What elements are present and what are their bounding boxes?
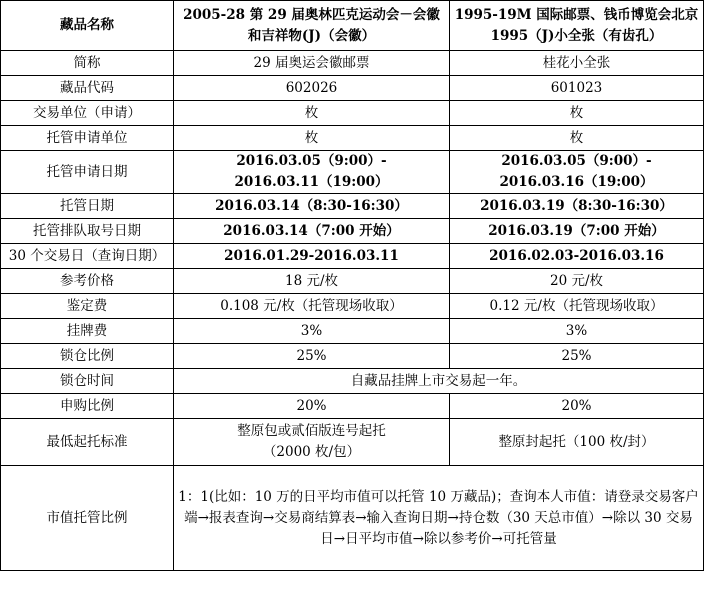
row-value-2: 2016.03.19（7:00 开始） [450,219,704,244]
row-label: 市值托管比例 [1,466,174,571]
row-value-2: 3% [450,319,704,344]
row-label: 锁仓比例 [1,344,174,369]
row-value-1: 18 元/枚 [174,269,450,294]
row-value-1: 枚 [174,101,450,126]
row-label: 托管申请日期 [1,151,174,194]
row-value-2: 0.12 元/枚（托管现场收取） [450,294,704,319]
header-row [1,1,704,51]
row-label: 申购比例 [1,394,174,419]
row-value-1: 3% [174,319,450,344]
table-row [1,51,704,76]
table-row [1,244,704,269]
table-row [1,466,704,571]
row-label: 托管日期 [1,194,174,219]
row-value-2: 2016.02.03-2016.03.16 [450,244,704,269]
row-value-1: 2016.03.14（8:30-16:30） [174,194,450,219]
row-label: 托管申请单位 [1,126,174,151]
row-value-1 [174,419,450,466]
table-row [1,319,704,344]
date-range-start: 2016.03.05（9:00）- [501,153,652,169]
table-row [1,151,704,194]
row-label: 挂牌费 [1,319,174,344]
row-value-1: 2016.01.29-2016.03.11 [174,244,450,269]
row-label: 鉴定费 [1,294,174,319]
table-row [1,219,704,244]
row-value-2: 枚 [450,126,704,151]
row-value-2: 20% [450,394,704,419]
minimum-standard-line2: （2000 枚/包） [262,444,361,460]
row-value-2 [450,151,704,194]
row-value-merged: 自藏品挂牌上市交易起一年。 [174,369,704,394]
header-item-2: 1995-19M 国际邮票、钱币博览会北京 1995（J)小全张（有齿孔） [450,1,704,51]
row-value-1 [174,151,450,194]
table-row [1,369,704,394]
date-range-start: 2016.03.05（9:00）- [236,153,387,169]
header-item-1: 2005-28 第 29 届奥林匹克运动会－会徽和吉祥物(J)（会徽） [174,1,450,51]
row-value-2: 2016.03.19（8:30-16:30） [450,194,704,219]
row-label: 参考价格 [1,269,174,294]
table-row [1,294,704,319]
minimum-standard-line1: 整原包或贰佰版连号起托 [237,423,386,439]
table-row [1,394,704,419]
date-range-end: 2016.03.11（19:00） [234,174,389,190]
market-value-notes: 1：1(比如：10 万的日平均市值可以托管 10 万藏品)；查询本人市值：请登录交易客户端→报表查询→交易商结算表→输入查询日期→持仓数（30 天总市值）→除以 30 交易日→日平均市值→除以参考价→可托管量 [174,466,704,571]
header-label: 藏品名称 [1,1,174,51]
row-value-2: 枚 [450,101,704,126]
row-value-2: 601023 [450,76,704,101]
row-label: 最低起托标准 [1,419,174,466]
row-value-1: 25% [174,344,450,369]
row-label: 交易单位（申请） [1,101,174,126]
row-label: 托管排队取号日期 [1,219,174,244]
row-label: 30 个交易日（查询日期） [1,244,174,269]
date-range-end: 2016.03.16（19:00） [499,174,654,190]
row-value-1: 2016.03.14（7:00 开始） [174,219,450,244]
row-value-1: 602026 [174,76,450,101]
table-row [1,344,704,369]
row-value-2: 20 元/枚 [450,269,704,294]
table-row [1,101,704,126]
row-value-1: 20% [174,394,450,419]
table-row [1,126,704,151]
row-value-1: 29 届奥运会徽邮票 [174,51,450,76]
row-value-1: 枚 [174,126,450,151]
row-value-2: 桂花小全张 [450,51,704,76]
row-label: 锁仓时间 [1,369,174,394]
row-value-2: 25% [450,344,704,369]
table-row [1,76,704,101]
table-row [1,419,704,466]
row-label: 藏品代码 [1,76,174,101]
table-row [1,269,704,294]
row-value-1: 0.108 元/枚（托管现场收取） [174,294,450,319]
row-label: 简称 [1,51,174,76]
row-value-2: 整原封起托（100 枚/封） [450,419,704,466]
table-row [1,194,704,219]
